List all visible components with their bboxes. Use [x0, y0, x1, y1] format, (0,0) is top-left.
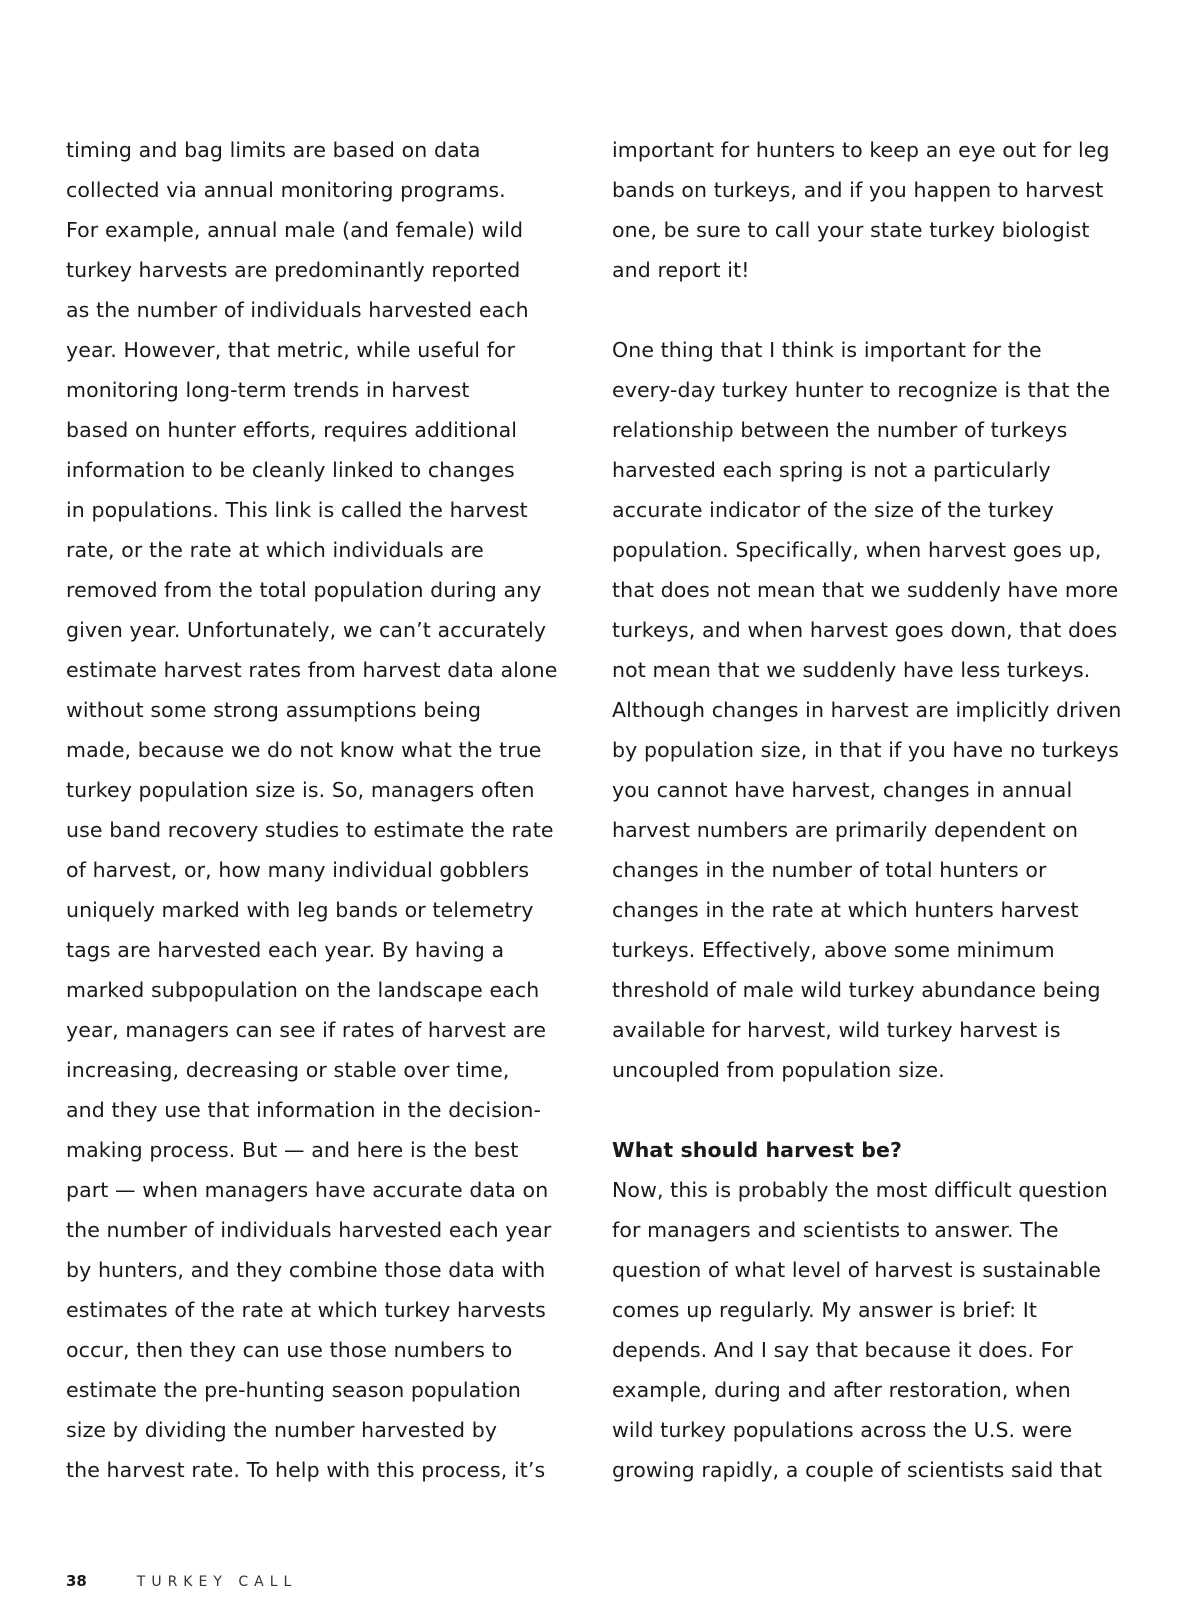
- text-line: marked subpopulation on the landscape each: [66, 978, 540, 1002]
- text-line: of harvest, or, how many individual gobblers: [66, 858, 530, 882]
- text-line: One thing that I think is important for the: [612, 338, 1042, 362]
- text-line: question of what level of harvest is sustainable: [612, 1258, 1101, 1282]
- text-line: by population size, in that if you have no turkeys: [612, 738, 1119, 762]
- text-line: size by dividing the number harvested by: [66, 1418, 498, 1442]
- text-line: given year. Unfortunately, we can’t accurately: [66, 618, 547, 642]
- text-line: population. Specifically, when harvest goes up,: [612, 538, 1102, 562]
- text-line: threshold of male wild turkey abundance being: [612, 978, 1101, 1002]
- section-heading: What should harvest be?: [612, 1138, 903, 1162]
- text-line: part — when managers have accurate data on: [66, 1178, 549, 1202]
- text-line: changes in the rate at which hunters harvest: [612, 898, 1079, 922]
- text-line: and they use that information in the decision-: [66, 1098, 542, 1122]
- paragraph-break: [612, 290, 1112, 330]
- text-line: every-day turkey hunter to recognize is that the: [612, 378, 1111, 402]
- text-line: that does not mean that we suddenly have more: [612, 578, 1119, 602]
- text-line: relationship between the number of turkeys: [612, 418, 1068, 442]
- text-line: comes up regularly. My answer is brief: It: [612, 1298, 1038, 1322]
- text-line: bands on turkeys, and if you happen to harvest: [612, 178, 1104, 202]
- text-line: growing rapidly, a couple of scientists said that: [612, 1458, 1102, 1482]
- text-line: making process. But — and here is the best: [66, 1138, 519, 1162]
- text-line: year, managers can see if rates of harvest are: [66, 1018, 547, 1042]
- text-line: example, during and after restoration, when: [612, 1378, 1071, 1402]
- text-line: uncoupled from population size.: [612, 1058, 945, 1082]
- text-line: in populations. This link is called the harvest: [66, 498, 528, 522]
- publication-name: TURKEY CALL: [136, 1574, 298, 1590]
- text-line: monitoring long-term trends in harvest: [66, 378, 470, 402]
- text-line: removed from the total population during any: [66, 578, 542, 602]
- text-line: important for hunters to keep an eye out for leg: [612, 138, 1110, 162]
- text-line: estimate harvest rates from harvest data alone: [66, 658, 558, 682]
- text-line: you cannot have harvest, changes in annual: [612, 778, 1073, 802]
- text-line: for managers and scientists to answer. The: [612, 1218, 1059, 1242]
- text-line: as the number of individuals harvested each: [66, 298, 529, 322]
- page-number: 38: [66, 1572, 87, 1590]
- text-line: estimates of the rate at which turkey harvests: [66, 1298, 546, 1322]
- right-column: [612, 130, 1122, 1490]
- text-line: and report it!: [612, 258, 750, 282]
- text-line: Although changes in harvest are implicitly driven: [612, 698, 1122, 722]
- text-line: without some strong assumptions being: [66, 698, 482, 722]
- text-line: tags are harvested each year. By having a: [66, 938, 505, 962]
- text-line: use band recovery studies to estimate the rate: [66, 818, 554, 842]
- text-line: collected via annual monitoring programs.: [66, 178, 506, 202]
- text-line: based on hunter efforts, requires additional: [66, 418, 518, 442]
- text-line: turkey harvests are predominantly reported: [66, 258, 521, 282]
- text-line: changes in the number of total hunters or: [612, 858, 1047, 882]
- text-line: year. However, that metric, while useful for: [66, 338, 516, 362]
- text-line: made, because we do not know what the true: [66, 738, 542, 762]
- text-line: by hunters, and they combine those data with: [66, 1258, 546, 1282]
- text-line: one, be sure to call your state turkey biologist: [612, 218, 1090, 242]
- text-line: available for harvest, wild turkey harvest is: [612, 1018, 1061, 1042]
- text-line: harvest numbers are primarily dependent on: [612, 818, 1079, 842]
- text-line: turkeys. Effectively, above some minimum: [612, 938, 1055, 962]
- text-line: For example, annual male (and female) wild: [66, 218, 524, 242]
- text-line: not mean that we suddenly have less turkeys.: [612, 658, 1091, 682]
- text-line: accurate indicator of the size of the turkey: [612, 498, 1054, 522]
- text-line: estimate the pre-hunting season population: [66, 1378, 521, 1402]
- text-line: increasing, decreasing or stable over time,: [66, 1058, 510, 1082]
- text-line: rate, or the rate at which individuals are: [66, 538, 484, 562]
- text-line: harvested each spring is not a particularly: [612, 458, 1051, 482]
- page-footer: [66, 1570, 297, 1593]
- text-line: uniquely marked with leg bands or telemetry: [66, 898, 534, 922]
- text-line: information to be cleanly linked to changes: [66, 458, 515, 482]
- text-line: the harvest rate. To help with this process, it’s: [66, 1458, 546, 1482]
- text-line: Now, this is probably the most difficult question: [612, 1178, 1108, 1202]
- text-line: the number of individuals harvested each year: [66, 1218, 552, 1242]
- text-line: occur, then they can use those numbers to: [66, 1338, 513, 1362]
- text-line: turkey population size is. So, managers often: [66, 778, 535, 802]
- text-line: depends. And I say that because it does. For: [612, 1338, 1073, 1362]
- paragraph-break: [612, 1090, 1112, 1130]
- text-line: timing and bag limits are based on data: [66, 138, 481, 162]
- left-column: [66, 130, 566, 1490]
- text-line: turkeys, and when harvest goes down, that does: [612, 618, 1118, 642]
- text-line: wild turkey populations across the U.S. were: [612, 1418, 1073, 1442]
